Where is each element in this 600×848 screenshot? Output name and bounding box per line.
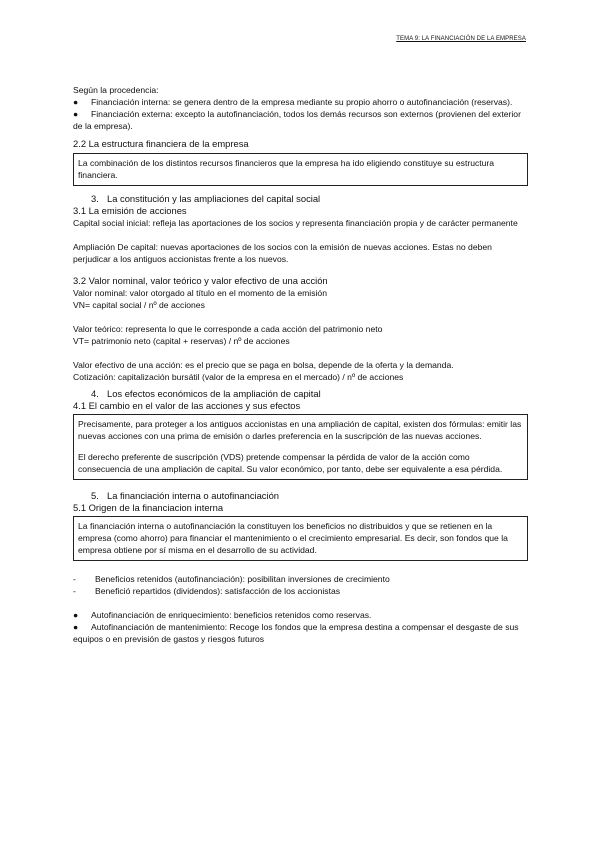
dash-text: Beneficios retenidos (autofinanciación): posibilitan inversiones de crecimiento xyxy=(95,574,390,584)
formula-vn: VN= capital social / nº de acciones xyxy=(73,300,205,310)
bullet-financiacion-externa xyxy=(73,108,528,132)
bullet-icon: ● xyxy=(73,610,79,620)
page-header: TEMA 9: LA FINANCIACIÓN DE LA EMPRESA xyxy=(396,36,526,42)
formula-vt: VT= patrimonio neto (capital + reservas) / nº de acciones xyxy=(73,336,290,346)
ampliacion-capital: Ampliación De capital: nuevas aportaciones de los socios con la emisión de nuevas acciones. Estas no deben perjudicar a los antiguos accionistas frente a los nuevos. xyxy=(73,242,492,264)
procedencia-title: Según la procedencia: xyxy=(73,85,159,95)
box-text-formulas: Precisamente, para proteger a los antiguos accionistas en una ampliación de capital, existen dos fórmulas: emitir las nuevas acciones con una prima de emisión o darles preferencia en la suscripción de las nuevas acciones. xyxy=(78,419,522,441)
heading-3-2: 3.2 Valor nominal, valor teórico y valor efectivo de una acción xyxy=(73,275,328,286)
box-text: La combinación de los distintos recursos financieros que la empresa ha ido eligiendo constituye su estructura financiera. xyxy=(78,158,495,180)
dash-marker: - xyxy=(73,574,76,584)
heading-number: 4. xyxy=(91,388,99,399)
box-ampliacion-efectos xyxy=(73,414,528,480)
valor-efectivo: Valor efectivo de una acción: es el precio que se paga en bolsa, depende de la oferta y la demanda. xyxy=(73,360,454,370)
heading-5-1: 5.1 Origen de la financiacion interna xyxy=(73,502,224,513)
heading-number: 5. xyxy=(91,490,99,501)
heading-3-1: 3.1 La emisión de acciones xyxy=(73,205,187,216)
heading-3 xyxy=(91,193,528,205)
bullet-autofinanciacion-enriquecimiento xyxy=(73,609,528,621)
bullet-icon: ● xyxy=(73,109,79,119)
valor-teorico: Valor teórico: representa lo que le corresponde a cada acción del patrimonio neto xyxy=(73,324,383,334)
box-text: La financiación interna o autofinanciación la constituyen los beneficios no distribuidos y que se retienen en la empresa (como ahorro) para financiar el mantenimiento o el crecimiento empresarial. Es decir, son fondos que la empresa obtiene por sí misma en el desarrollo de su actividad. xyxy=(78,521,508,555)
bullet-text: Financiación interna: se genera dentro de la empresa mediante su propio ahorro o autofinanciación (reservas). xyxy=(91,97,513,107)
cotizacion: Cotización: capitalización bursátil (valor de la empresa en el mercado) / nº de acciones xyxy=(73,372,404,382)
capital-social-inicial: Capital social inicial: refleja las aportaciones de los socios y representa financiación propia y de carácter permanente xyxy=(73,218,518,228)
dash-text: Benefició repartidos (dividendos): satisfacción de los accionistas xyxy=(95,586,341,596)
valor-nominal: Valor nominal: valor otorgado al título en el momento de la emisión xyxy=(73,288,327,298)
bullet-text: Financiación externa: excepto la autofinanciación, todos los demás recursos son externos (provienen del exterior de la empresa). xyxy=(73,109,521,131)
bullet-autofinanciacion-mantenimiento xyxy=(73,621,528,645)
bullet-icon: ● xyxy=(73,622,79,632)
heading-text: La financiación interna o autofinanciación xyxy=(107,490,279,501)
heading-text: La constitución y las ampliaciones del capital social xyxy=(107,193,321,204)
bullet-financiacion-interna xyxy=(73,96,528,108)
bullet-icon: ● xyxy=(73,97,79,107)
heading-number: 3. xyxy=(91,193,99,204)
box-estructura-financiera xyxy=(73,153,528,186)
dash-item-beneficios-repartidos xyxy=(73,585,528,597)
dash-item-beneficios-retenidos xyxy=(73,573,528,585)
heading-5 xyxy=(91,490,528,502)
heading-4 xyxy=(91,388,528,400)
heading-2-2: 2.2 La estructura financiera de la empresa xyxy=(73,138,249,149)
box-text-vds: El derecho preferente de suscripción (VDS) pretende compensar la pérdida de valor de la acción como consecuencia de una ampliación de capital. Su valor económico, por tanto, debe ser equivalente a esa pérdida. xyxy=(78,452,503,474)
box-financiacion-interna xyxy=(73,516,528,561)
heading-text: Los efectos económicos de la ampliación de capital xyxy=(107,388,321,399)
bullet-text: Autofinanciación de mantenimiento: Recoge los fondos que la empresa destina a compensar el desgaste de sus equipos o en previsión de gastos y riesgos futuros xyxy=(73,622,519,644)
heading-4-1: 4.1 El cambio en el valor de las acciones y sus efectos xyxy=(73,400,301,411)
page-content xyxy=(73,84,528,645)
bullet-text: Autofinanciación de enriquecimiento: beneficios retenidos como reservas. xyxy=(91,610,372,620)
dash-marker: - xyxy=(73,586,76,596)
